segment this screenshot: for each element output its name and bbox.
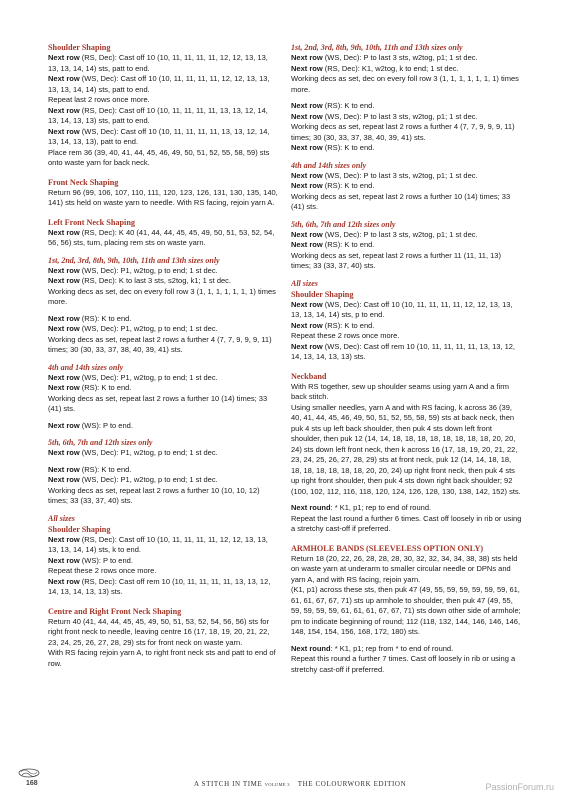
shoulder-shaping-section — [48, 42, 278, 169]
instruction-row: Next row (WS, Dec): P1, w2tog, p to end; 1 st dec. — [48, 265, 218, 275]
sizes-heading: 4th and 14th sizes only — [291, 160, 367, 170]
right-column — [291, 42, 523, 675]
instruction-row: Next row (RS): K to end. — [48, 313, 132, 323]
instruction-text: Return 40 (41, 44, 44, 45, 45, 49, 50, 51, 53, 52, 54, 56, 56) sts for right front neck to needle, leaving centre 16 (17, 18, 19, 20, 21, 22, 23, 24, 25, 26, 27, 28, 29) sts for front neck on waste yarn. — [48, 616, 270, 647]
instruction-row: Next row (WS, Dec): P to last 3 sts, w2tog, p1; 1 st dec. — [291, 170, 478, 180]
sizes-heading: All sizes — [48, 513, 75, 523]
instruction-row: Next row (WS, Dec): Cast off rem 10 (10, 11, 11, 11, 11, 13, 13, 12, 14, 13, 14, 13, 13) sts. — [291, 341, 516, 361]
instruction-text: Return 96 (99, 106, 107, 110, 111, 120, 123, 126, 131, 130, 135, 140, 141) sts held on waste yarn to needle. With RS facing, rejoin yarn A. — [48, 187, 278, 207]
left-front-neck-section — [48, 217, 278, 249]
sizes-heading: All sizes — [291, 278, 318, 288]
instruction-row: Next row (RS, Dec): Cast off 10 (10, 11, 11, 11, 11, 12, 12, 13, 13, 13, 13, 14, 14) sts, k to end. — [48, 534, 268, 554]
instruction-row: Next row (WS, Dec): P1, w2tog, p to end; 1 st dec. — [48, 324, 218, 333]
instruction-row: Next row (WS, Dec): Cast off 10 (10, 11, 11, 11, 11, 13, 13, 12, 14, 13, 14, 13, 13), patt to end. — [48, 126, 270, 146]
instruction-row: Next row (WS, Dec): P to last 3 sts, w2tog, p1; 1 st dec. — [291, 53, 478, 62]
instruction-row: Next row (RS, Dec): Cast off rem 10 (10, 11, 11, 11, 11, 13, 13, 12, 14, 13, 14, 13, 13) sts. — [48, 576, 271, 596]
footer-title: A STITCH IN TIME VOLUME 3 THE COLOURWORK EDITION — [194, 780, 407, 788]
instruction-row: Next row (WS, Dec): P1, w2tog, p to end; 1 st dec. — [48, 448, 218, 457]
instruction-row: Next round: * K1, p1; rep to end of round. — [291, 503, 432, 512]
instruction-text: Working decs as set, dec on every foll row 3 (1, 1, 1, 1, 1, 1, 1) times more. — [291, 74, 519, 94]
instruction-row: Next row (RS): K to end. — [48, 383, 132, 392]
instruction-row: Next row (RS, Dec): K 40 (41, 44, 44, 45, 45, 49, 50, 51, 53, 52, 54, 56, 56) sts, turn, placing rem sts on waste yarn. — [48, 227, 275, 247]
instruction-text: Working decs as set, repeat last 2 rows a further 10 (14) times; 33 (41) sts. — [48, 393, 268, 413]
instruction-row: Next row (WS, Dec): Cast off 10 (10, 11, 11, 11, 11, 12, 12, 13, 13, 13, 13, 14, 14) sts, p to end. — [291, 299, 513, 319]
watermark-text: PassionForum.ru — [485, 782, 554, 792]
section-heading: Centre and Right Front Neck Shaping — [48, 606, 182, 616]
sizes-a-section — [48, 255, 278, 356]
instruction-row: Next row (RS): K to end. — [291, 143, 375, 152]
instruction-row: Next round: * K1, p1; rep from * to end of round. — [291, 643, 454, 653]
sizes-b-section — [291, 160, 523, 213]
instruction-row: Next row (RS, Dec): Cast off 10 (10, 11, 11, 11, 11, 12, 12, 13, 13, 13, 13, 14, 14) sts, patt to end. — [48, 53, 268, 73]
instruction-text: Working decs as set, repeat last 2 rows a further 4 (7, 7, 9, 9, 9, 11) times; 30 (30, 33, 37, 38, 40, 39, 41) sts. — [291, 122, 515, 142]
instruction-row: Next row (WS): P to end. — [48, 555, 133, 565]
page-footer — [0, 774, 566, 794]
instruction-text: Repeat these 2 rows once more. — [291, 331, 400, 340]
instruction-row: Next row (RS): K to end. — [291, 181, 375, 190]
sizes-heading: 4th and 14th sizes only — [48, 362, 124, 372]
instruction-text: Repeat this round a further 7 times. Cast off loosely in rib or using a stretchy cast-off if preferred. — [291, 654, 516, 674]
instruction-text: (K1, p1) across these sts, then puk 47 (49, 55, 59, 59, 59, 59, 59, 61, 61, 61, 67, 67, 71) sts up armhole to shoulder, then puk 47 (49, 55, 59, 59, 59, 59, 61, 61, 61, 67, 67, 71) sts down other side of armhole; pm to indicate beginning of round; 112 (118, 132, 144, 146, 146, 146, 148, 154, 154, 156, 168, 172, 180) sts. — [291, 585, 521, 636]
instruction-row: Next row (WS, Dec): Cast off 10 (10, 11, 11, 11, 11, 12, 12, 13, 13, 13, 13, 14, 14) sts, patt to end. — [48, 74, 270, 94]
section-heading: Shoulder Shaping — [291, 289, 354, 299]
all-sizes-section — [291, 278, 523, 363]
instruction-row: Next row (RS): K to end. — [48, 464, 132, 474]
instruction-text: Return 18 (20, 22, 26, 28, 28, 28, 30, 32, 32, 34, 34, 38, 38) sts held on waste yarn at underarm to smaller circular needle or DPNs and yarn A, and with RS facing, rejoin yarn. — [291, 553, 518, 584]
armhole-bands-section — [291, 543, 523, 676]
instruction-text: Using smaller needles, yarn A and with RS facing, k across 36 (39, 40, 41, 44, 45, 46, 49, 50, 51, 52, 55, 58, 59) sts at back neck, then puk 4 sts up left back shoulder, then puk 4 sts down left front shoulder, then puk 12 (14, 14, 18, 18, 18, 18, 18, 18, 18, 18, 20, 20, 24) sts down left front neck, then k across 16 (17, 18, 19, 20, 21, 22, 23, 24, 25, 26, 27, 28, 29) sts at front neck, puk 12 (14, 14, 18, 18, 18, 18, 18, 18, 18, 18, 20, 20, 24) up right front neck, then puk 4 sts up right front shoulder, then puk 4 sts down right back shoulder; 92 (100, 102, 112, 116, 118, 120, 124, 126, 128, 130, 138, 142, 152) sts. — [291, 402, 521, 496]
sizes-b-section — [48, 362, 278, 432]
instruction-text: Repeat last 2 rows once more. — [48, 95, 150, 104]
instruction-row: Next row (RS, Dec): Cast off 10 (10, 11, 11, 11, 11, 13, 13, 12, 14, 13, 14, 13, 13) sts, patt to end. — [48, 105, 268, 125]
instruction-text: With RS together, sew up shoulder seams using yarn A and a firm back stitch. — [291, 381, 510, 401]
instruction-text: Working decs as set, repeat last 2 rows a further 11 (11, 11, 13) times; 33 (33, 37, 40) sts. — [291, 250, 501, 270]
section-heading: Shoulder Shaping — [48, 43, 111, 52]
instruction-row: Next row (WS, Dec): P1, w2tog, p to end; 1 st dec. — [48, 372, 218, 382]
instruction-row: Next row (RS, Dec): K1, w2tog, k to end; 1 st dec. — [291, 63, 459, 73]
sizes-heading: 1st, 2nd, 3rd, 8th, 9th, 10th, 11th and 13th sizes only — [291, 43, 463, 52]
instruction-row: Next row (WS): P to end. — [48, 420, 133, 430]
instruction-text: Repeat the last round a further 6 times. Cast off loosely in rib or using a stretchy cast-off if preferred. — [291, 513, 522, 533]
left-column — [48, 42, 278, 669]
neckband-section — [291, 371, 523, 535]
sizes-c-section — [291, 219, 523, 272]
page-number: 168 — [26, 780, 38, 787]
section-heading: Left Front Neck Shaping — [48, 217, 135, 227]
section-heading: ARMHOLE BANDS (SLEEVELESS OPTION ONLY) — [291, 543, 484, 553]
sizes-c-section — [48, 437, 278, 507]
instruction-row: Next row (RS): K to end. — [291, 240, 375, 249]
instruction-text: Working decs as set, repeat last 2 rows a further 10 (14) times; 33 (41) sts. — [291, 191, 511, 211]
instruction-text: Place rem 36 (39, 40, 41, 44, 45, 46, 49, 50, 51, 52, 55, 58, 59) sts onto waste yarn for back neck. — [48, 147, 270, 167]
instruction-text: With RS facing rejoin yarn A, to right front neck sts and patt to end of row. — [48, 648, 276, 668]
instruction-text: Repeat these 2 rows once more. — [48, 566, 157, 575]
instruction-row: Next row (WS, Dec): P to last 3 sts, w2tog, p1; 1 st dec. — [291, 229, 478, 239]
centre-right-front-neck-section — [48, 606, 278, 670]
instruction-text: Working decs as set, dec on every foll row 3 (1, 1, 1, 1, 1, 1, 1) times more. — [48, 286, 276, 306]
sizes-heading: 5th, 6th, 7th and 12th sizes only — [48, 438, 153, 447]
instruction-text: Working decs as set, repeat last 2 rows a further 4 (7, 7, 9, 9, 9, 11) times; 30 (30, 33, 37, 38, 40, 39, 41) sts. — [48, 334, 272, 354]
front-neck-shaping-section — [48, 177, 278, 209]
instruction-row: Next row (WS, Dec): P1, w2tog, p to end; 1 st dec. — [48, 475, 218, 484]
sizes-a-section — [291, 42, 523, 154]
all-sizes-section — [48, 513, 278, 598]
section-heading: Neckband — [291, 371, 327, 381]
section-heading: Front Neck Shaping — [48, 177, 119, 187]
instruction-row: Next row (RS, Dec): K to last 3 sts, s2tog, k1; 1 st dec. — [48, 276, 231, 285]
instruction-row: Next row (RS): K to end. — [291, 320, 375, 330]
sizes-heading: 1st, 2nd, 3rd, 8th, 9th, 10th, 11th and 13th sizes only — [48, 255, 220, 265]
thread-spool-icon — [16, 766, 42, 780]
instruction-text: Working decs as set, repeat last 2 rows a further 10 (10, 10, 12) times; 33 (33, 37, 40) sts. — [48, 485, 260, 505]
sizes-heading: 5th, 6th, 7th and 12th sizes only — [291, 219, 396, 229]
instruction-row: Next row (RS): K to end. — [291, 101, 375, 110]
instruction-row: Next row (WS, Dec): P to last 3 sts, w2tog, p1; 1 st dec. — [291, 111, 478, 121]
section-heading: Shoulder Shaping — [48, 524, 111, 534]
